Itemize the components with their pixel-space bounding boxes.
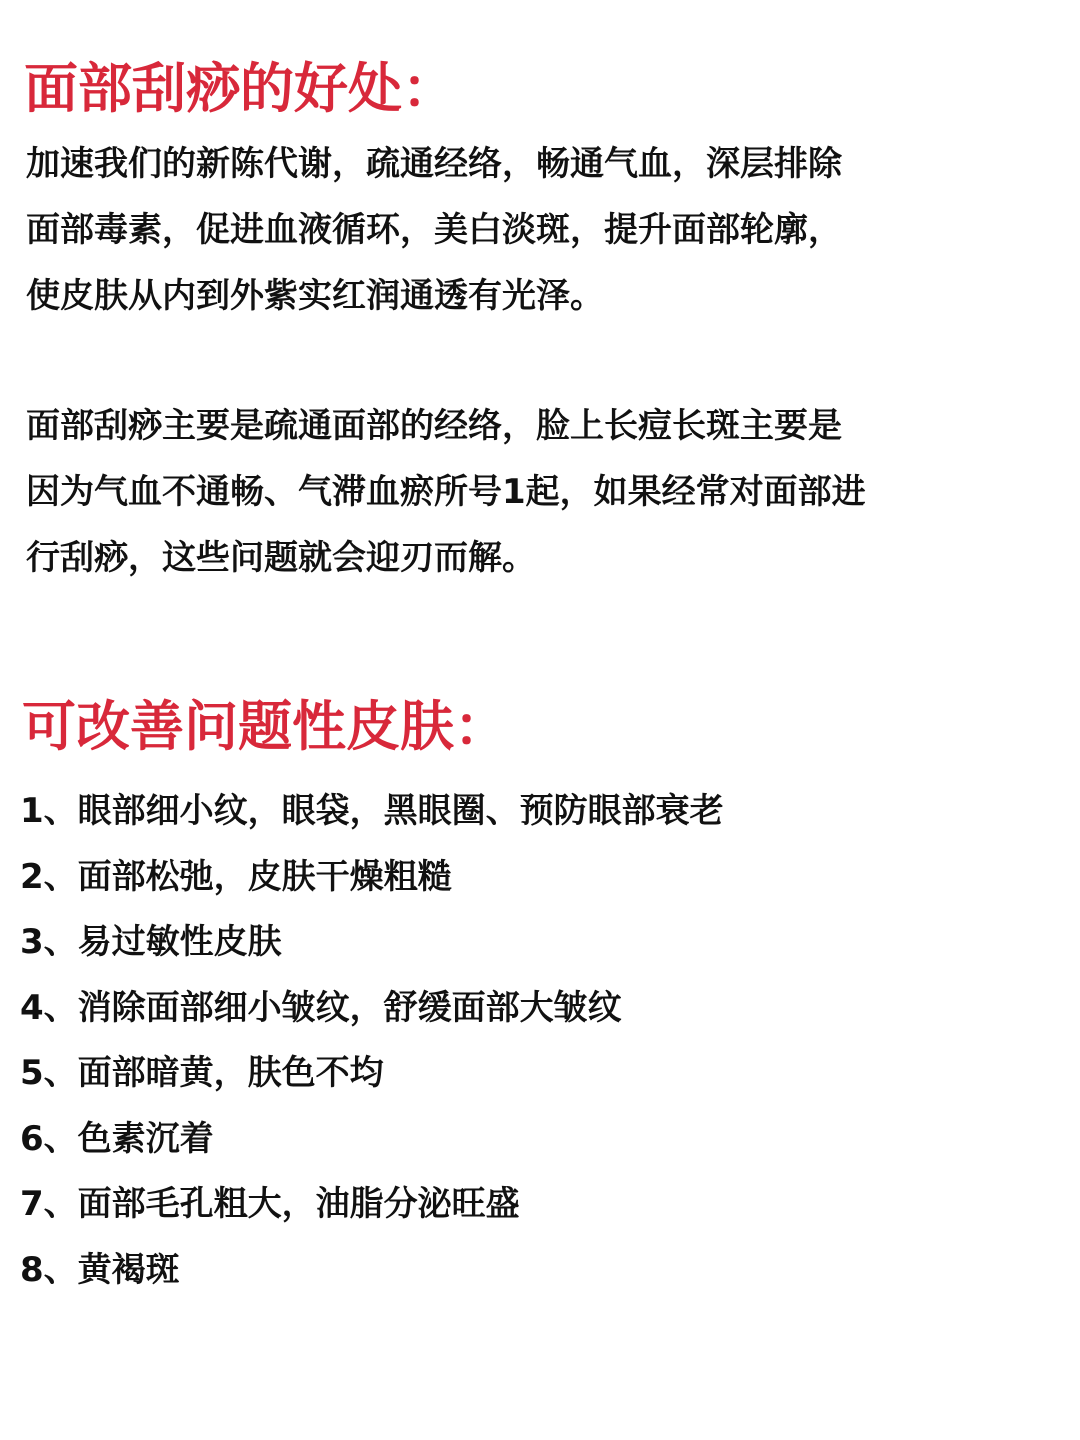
explanation-paragraph-line: 因为气血不通畅、气滞血瘀所号1起，如果经常对面部进 xyxy=(26,472,866,512)
list-item: 3、易过敏性皮肤 xyxy=(20,922,282,962)
list-item: 6、色素沉着 xyxy=(20,1118,214,1159)
benefits-paragraph xyxy=(26,131,1066,329)
skin-problems-list xyxy=(20,779,1060,1303)
explanation-paragraph-line: 面部刮痧主要是疏通面部的经络，脸上长痘长斑主要是 xyxy=(26,406,842,446)
list-item: 4、消除面部细小皱纹，舒缓面部大皱纹 xyxy=(20,987,622,1028)
benefits-paragraph-line: 使皮肤从内到外紫实红润通透有光泽。 xyxy=(26,276,604,316)
list-item: 1、眼部细小纹，眼袋，黑眼圈、预防眼部衰老 xyxy=(20,791,724,831)
list-item: 7、面部毛孔粗大，油脂分泌旺盛 xyxy=(20,1184,520,1224)
explanation-paragraph-line: 行刮痧，这些问题就会迎刃而解。 xyxy=(26,538,536,578)
benefits-heading: 面部刮痧的好处： xyxy=(24,57,456,120)
benefits-paragraph-line: 面部毒素，促进血液循环，美白淡斑，提升面部轮廓， xyxy=(26,210,842,250)
list-item: 2、面部松弛，皮肤干燥粗糙 xyxy=(20,856,452,897)
list-item: 8、黄褐斑 xyxy=(20,1249,180,1290)
list-item: 5、面部暗黄，肤色不均 xyxy=(20,1053,384,1093)
benefits-paragraph-line: 加速我们的新陈代谢，疏通经络，畅通气血，深层排除 xyxy=(26,144,842,184)
skin-problems-heading: 可改善问题性皮肤： xyxy=(22,695,508,758)
explanation-paragraph xyxy=(26,393,1066,591)
